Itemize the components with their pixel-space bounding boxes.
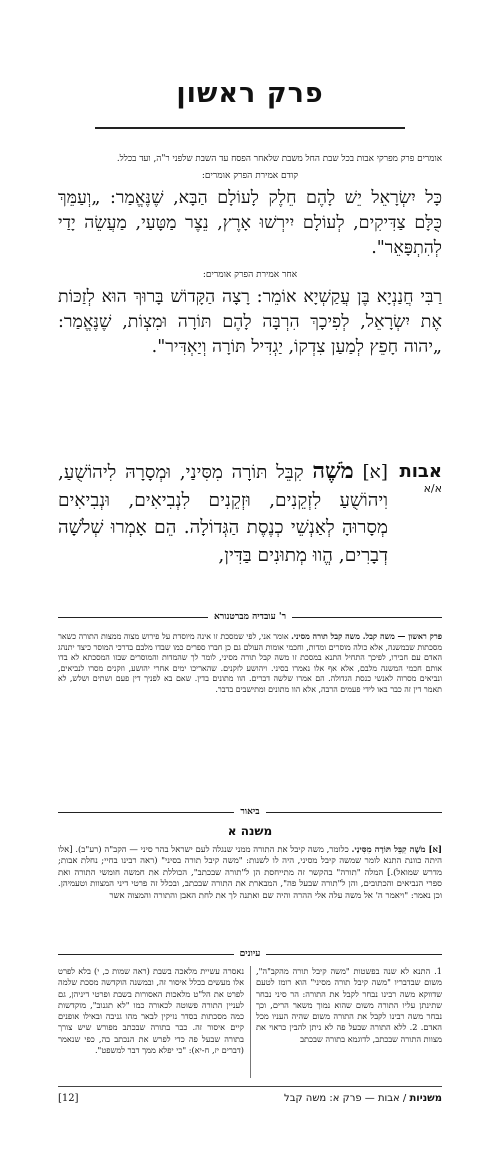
tractate-name: אבות: [399, 461, 442, 482]
footer: [58, 1093, 442, 1111]
notes-right-column: 1. התנא לא שנה בפשטות "משה קיבל תורה מהקב"ה", משום שבדבריו "משה קיבל תורה מסיני" הוא רומז לטעם שדווקא משה רבינו נבחר לקבל את התורה: הר סיני נבחר שתינתן עליו התורה משום שהוא נמוך משאר הרים, וכך נבחר משה רבינו לקבל את התורה משום שהיה העניו מכל האדם. 2. ללא התורה שבעל פה לא ניתן להבין כראוי את מצוות התורה שבכתב, לדוגמא בתורה שבכתב: [256, 966, 443, 1044]
before-label: קודם אמירת הפרק אומרים:: [201, 171, 299, 181]
commentary-body: אומר אני, לפי שמסכת זו אינה מיוסדת על פירוש מצוה ממצות התורה כשאר מסכתות שבמשנה, אלא כולה מוסרים ומדות, וחכמי אומות העולם גם כן חברו ספרים כמו שבדו מלבם בדרכי המוסר כיצד יתנהג האדם עם חבירו, לפיכך התחיל התנא במסכת זו משה קבל תורה מסיני, לומר לך שהמדות והמוסרים שבזו המסכתא לא בדו אותם חכמי המשנה מלבם, אלא אף אלו נאמרו בסיני. ויהושע לזקנים. שהאריכו ימים אחרי יהושע, וזקנים מסרו לנביאים, ונביאים מסרוה לאנשי כנסת הגדולה. הם אמרו שלשה דברים. הוו מתונים בדין. שאם בא לפניך דין פעם ושתים ושלש, לא תאמר דין זה כבר באו לידי פעמים הרבה, אלא הוו מתונים ומתישבים בדבר.: [58, 632, 442, 694]
after-label: אחר אמירת הפרק אומרים:: [202, 270, 298, 280]
notes-left-column: נאסרה עשיית מלאכה בשבת (ראה שמות כ, י) בלא לפרט אלו מעשים בכלל איסור זה, ובמשנה הוקדשה מסכת שלמה לפרט את הל"ט מלאכות האסורות בשבת ופרטי דיניהן, גם לעניין התורה פשוטה לכאורה כמו "לא תגנוב", מוקדשות כמה מסכתות בסדר נזיקין לבאר מהו גניבה ובאילו אופנים קיים איסור זה. כבר בתורה שבכתב מפורש שיש צורך בתורה שבעל פה כדי לפרש את הנכתב בה, כפי שנאמר (דברים יז, ח-יא): "כי יפלא ממך דבר למשפט".: [58, 966, 244, 1056]
bartenura-commentary: [58, 632, 442, 696]
explain-lead: [א] מֹשֶׁה קִבֵּל תּוֹרָה מִסִּינַי.: [351, 845, 443, 855]
commentary-header-label: ר' עובדיה מברטנורא: [208, 612, 292, 622]
before-text: כָּל יִשְׂרָאֵל יֵשׁ לָהֶם חֵלֶק לָעוֹלָם הַבָּא, שֶׁנֶּאֱמַר: „וְעַמֵּךְ כֻּלָּם צַדִּיקִים, לְעוֹלָם יִירְשׁוּ אָרֶץ, נֵצֶר מַטָּעַי, מַעֲשֵׂה יָדַי לְהִתְפָּאֵר".: [58, 188, 442, 258]
footer-rule: [58, 1086, 442, 1087]
intro-note: אומרים פרק מפרקי אבות בכל שבת החל משבת שלאחר הפסח עד השבת שלפני ר"ה, ועד בכלל.: [116, 154, 442, 164]
running-head-bold: משניות: [409, 1093, 442, 1104]
mishna-heading: [394, 462, 442, 496]
notes-header-label: עיונים: [234, 949, 267, 959]
page-number: [12]: [58, 1093, 79, 1104]
commentary-lead: פרק ראשון — משה קבל. משה קבל תורה מסיני.: [291, 632, 442, 641]
running-head: [284, 1093, 442, 1104]
mishna-text: [58, 458, 388, 569]
mishna-body: קִבֵּל תּוֹרָה מִסִּינַי, וּמְסָרָהּ לִיהוֹשֻׁעַ, וִיהוֹשֻׁעַ לִזְקֵנִים, וּזְקֵנִים לִנְבִיאִים, וּנְבִיאִים מְסָרוּהָ לְאַנְשֵׁי כְנֶסֶת הַגְּדוֹלָה. הֵם אָמְרוּ שְׁלֹשָׁה דְבָרִים, הֱווּ מְתוּנִים בַּדִּין,: [58, 462, 388, 566]
mishna-label: משנה א: [227, 824, 273, 838]
title-rule: [95, 127, 405, 129]
commentary-header: [58, 612, 442, 630]
mishna-number: [א]: [362, 462, 388, 483]
after-text: רַבִּי חֲנַנְיָא בֶּן עֲקַשְׁיָא אוֹמֵר: רָצָה הַקָּדוֹשׁ בָּרוּךְ הוּא לְזַכּוֹת אֶת יִשְׂרָאֵל, לְפִיכָךְ הִרְבָּה לָהֶם תּוֹרָה וּמִצְוֹת, שֶׁנֶּאֱמַר: „יהוה חָפֵץ לְמַעַן צִדְקוֹ, יַגְדִּיל תּוֹרָה וְיַאְדִּיר".: [58, 287, 442, 357]
column-divider: [250, 966, 251, 1078]
explain-body: כלומר, משה קיבל את התורה ממני שנגלה לעם ישראל בהר סיני — הקב"ה (רע"ב). [אלו היתה כוונת התנא לומר שמשה קיבל מסיני, היה לו לשנות: "משה קיבל תורה בסיני" (ראה רבינו בחיי; נחלת אבות; מדרש שמואל).] המלה "תורה" בהקשר זה מתייחסת הן ל"תורה שבכתב", הכוללת את חמשה חומשי התורה ואת ספרי הנביאים והכתובים, והן ל"תורה שבעל פה", המבארת את התורה שבכתב, ובכלל זה פרטי דיני המצוות וטעמיהן. וכן נאמר: "ויאמר ה' אל משה עלה אלי ההרה והיה שם ואתנה לך את לחת האבן והתורה והמצוה אשר: [58, 845, 442, 901]
mishna-reference: א/א: [423, 482, 442, 495]
explain-header-label: ביאור: [234, 807, 265, 817]
mishna-lead-word: מֹשֶׁה: [312, 458, 354, 484]
chapter-title: פרק ראשון: [176, 78, 324, 109]
explanation: [58, 845, 442, 902]
running-head-rest: / אבות — פרק א: משה קבל: [284, 1093, 410, 1104]
notes-columns: [58, 966, 442, 1081]
